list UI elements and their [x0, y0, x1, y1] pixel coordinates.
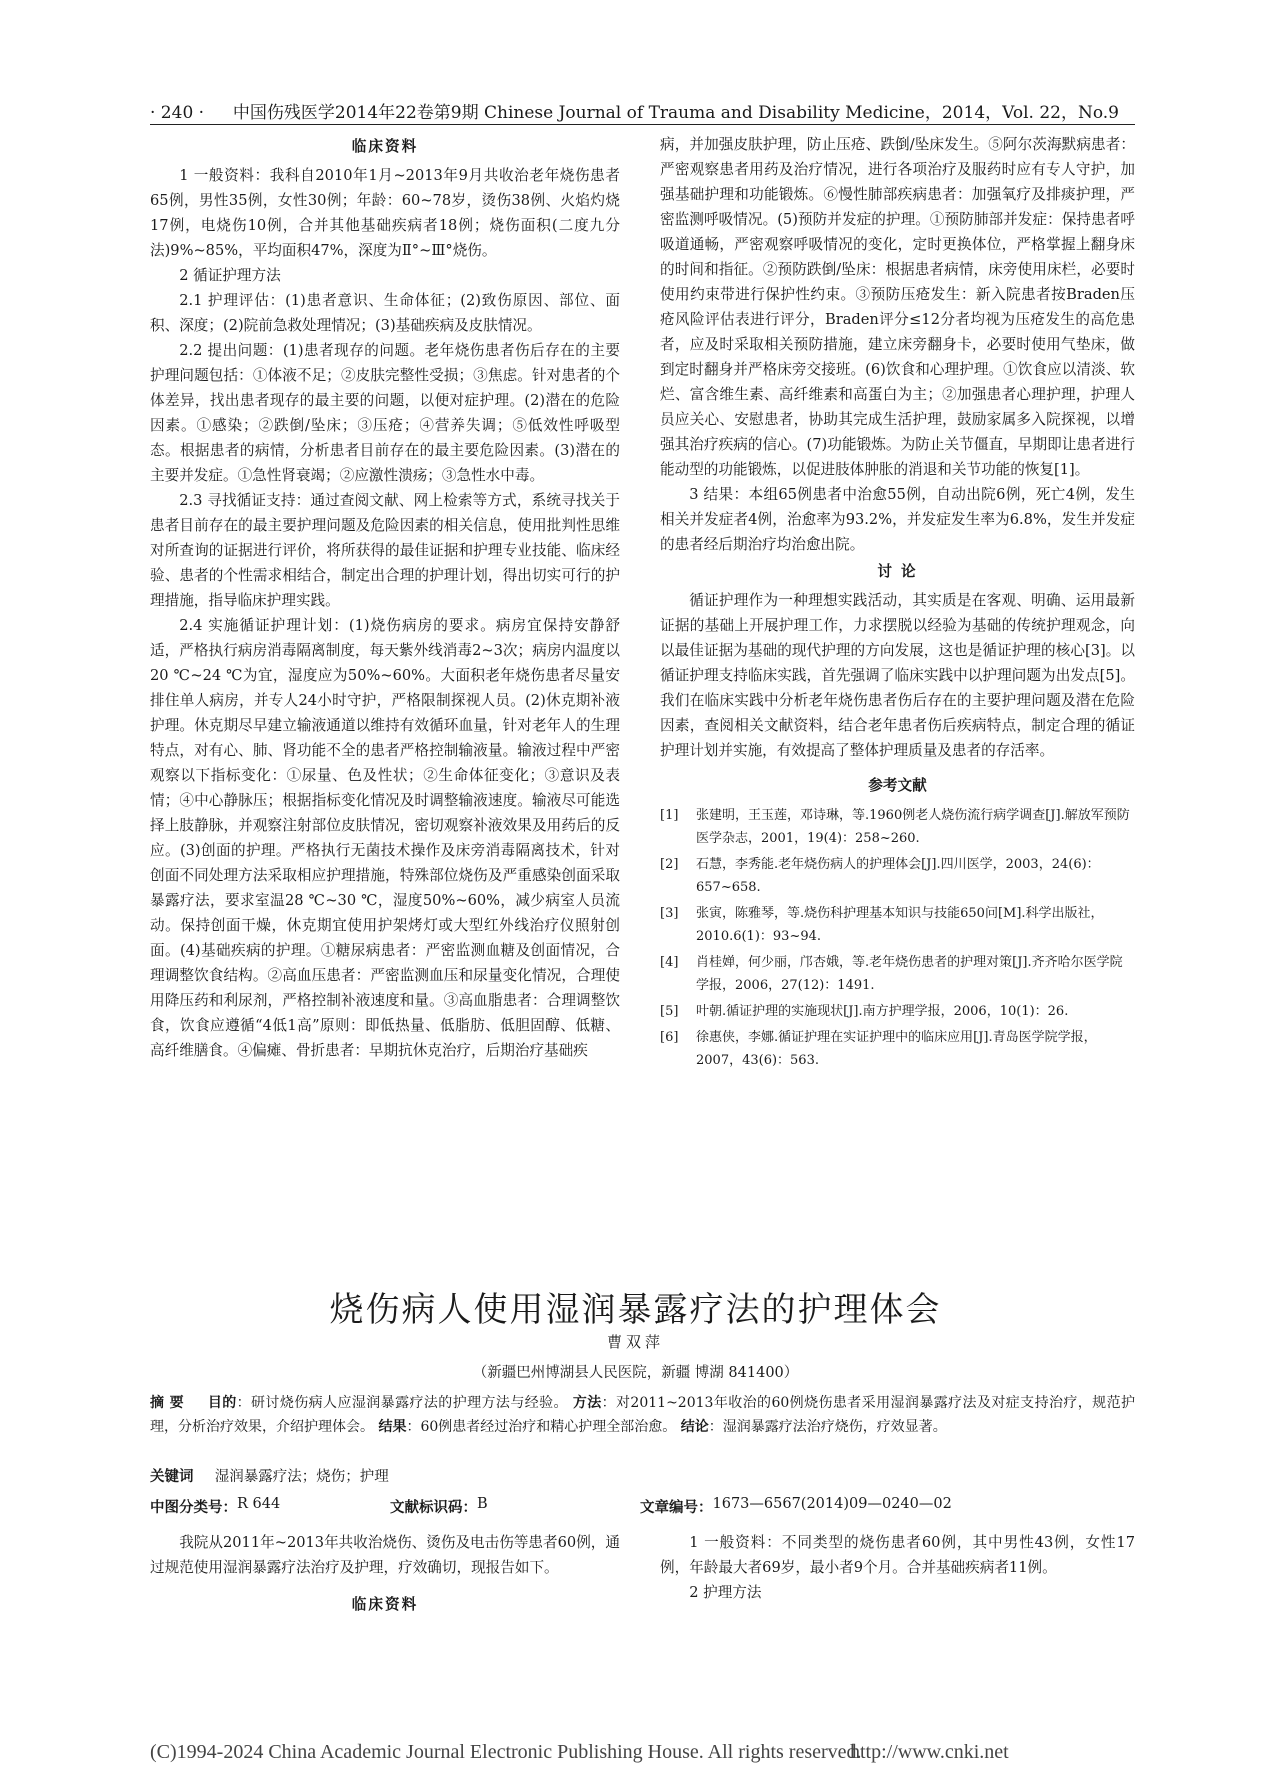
paragraph-continued: 病，并加强皮肤护理，防止压疮、跌倒/坠床发生。⑤阿尔茨海默病患者：严密观察患者用药及治疗情况，进行各项治疗及服药时应有专人守护，加强基础护理和功能锻炼。⑥慢性肺部疾病患者：加强氧疗及排痰护理，严密监测呼吸情况。(5)预防并发症的护理。①预防肺部并发症：保持患者呼吸道通畅，严密观察呼吸情况的变化，定时更换体位，严格掌握上翻身床的时间和指征。②预防跌倒/坠床：根据患者病情，床旁使用床栏，必要时使用约束带进行保护性约束。③预防压疮发生：新入院患者按Braden压疮风险评估表进行评分，Braden评分≤12分者均视为压疮发生的高危患者，应及时采取相关预防措施，建立床旁翻身卡，必要时使用气垫床，做到定时翻身并严格床旁交接班。(6)饮食和心理护理。①饮食应以清淡、软烂、富含维生素、高纤维素和高蛋白为主；②加强患者心理护理，护理人员应关心、安慰患者，协助其完成生活护理，鼓励家属多入院探视，以增强其治疗疾病的信心。(7)功能锻炼。为防止关节僵直，早期即让患者进行能动型的功能锻炼，以促进肢体肿胀的消退和关节功能的恢复[1]。	[660, 136, 1135, 478]
abstract-label: 摘 要	[150, 1395, 185, 1411]
right-column	[660, 132, 1135, 1075]
article-title: 烧伤病人使用湿润暴露疗法的护理体会	[329, 1290, 942, 1330]
left-column	[150, 132, 620, 1063]
heading-methods: 2 循证护理方法	[179, 267, 281, 284]
reference-number: [1]	[660, 808, 679, 823]
page-number: · 240 ·	[150, 103, 205, 123]
keywords-label: 关键词	[150, 1468, 194, 1485]
conclusion-label: 结论	[680, 1419, 709, 1435]
reference-item	[660, 1000, 1135, 1023]
conclusion-text: 湿润暴露疗法治疗烧伤，疗效显著。	[722, 1419, 947, 1435]
paragraph-2-3: 2.3 寻找循证支持：通过查阅文献、网上检索等方式，系统寻找关于患者目前存在的最主要护理问题及危险因素的相关信息，使用批判性思维对所查询的证据进行评价，将所获得的最佳证据和护理专业技能、临床经验、患者的个性需求相结合，制定出合理的护理计划，得出切实可行的护理措施，指导临床护理实践。	[150, 492, 620, 609]
keywords: 湿润暴露疗法；烧伤；护理	[214, 1469, 389, 1485]
clc-label: 中图分类号：	[150, 1499, 237, 1516]
objective-text: 研讨烧伤病人应湿润暴露疗法的护理方法与经验。	[251, 1395, 568, 1411]
article2-section-clinical: 临床资料	[351, 1596, 419, 1613]
reference-number: [2]	[660, 857, 679, 872]
paragraph-general-data: 1 一般资料：我科自2010年1月~2013年9月共收治老年烧伤患者65例，男性35例，女性30例；年龄：60~78岁，烫伤38例、火焰灼烧17例，电烧伤10例，合并其他基础疾病者18例；烧伤面积(二度九分法)9%~85%，平均面积47%，深度为Ⅱ°~Ⅲ°烧伤。	[150, 167, 620, 259]
reference-text: 石慧，李秀能.老年烧伤病人的护理体会[J].四川医学，2003，24(6)：657~658.	[696, 857, 1100, 895]
reference-number: [3]	[660, 906, 679, 921]
article2-heading-methods: 2 护理方法	[689, 1584, 762, 1601]
clc-value: R 644	[237, 1496, 281, 1512]
reference-text: 徐惠侠，李娜.循证护理在实证护理中的临床应用[J].青岛医学院学报，2007，43(6)：563.	[696, 1030, 1097, 1068]
reference-number: [5]	[660, 1004, 679, 1019]
paragraph-2-4: 2.4 实施循证护理计划：(1)烧伤病房的要求。病房宜保持安静舒适，严格执行病房消毒隔离制度，每天紫外线消毒2~3次；病房内温度以20 ℃~24 ℃为宜，湿度应为50%~60%。大面积老年烧伤患者尽量安排住单人病房，并专人24小时守护，严格限制探视人员。(2)休克期补液护理。休克期尽早建立输液通道以维持有效循环血量，针对老年人的生理特点，对有心、肺、肾功能不全的患者严格控制输液量。输液过程中严密观察以下指标变化：①尿量、色及性状；②生命体征变化；③意识及表情；④中心静脉压；根据指标变化情况及时调整输液速度。输液尽可能选择上肢静脉，并观察注射部位皮肤情况，密切观察补液效果及用药后的反应。(3)创面的护理。严格执行无菌技术操作及床旁消毒隔离技术，针对创面不同处理方法采取相应护理措施，特殊部位烧伤及严重感染创面采取暴露疗法，要求室温28 ℃~30 ℃，湿度50%~60%，减少病室人员流动。保持创面干燥，休克期宜使用护架烤灯或大型红外线治疗仪照射创面。(4)基础疾病的护理。①糖尿病患者：严密监测血糖及创面情况，合理调整饮食结构。②高血压患者：严密监测血压和尿量变化情况，合理使用降压药和利尿剂，严格控制补液速度和量。③高血脂患者：合理调整饮食，饮食应遵循“4低1高”原则：即低热量、低脂肪、低胆固醇、低糖、高纤维膳食。④偏瘫、骨折患者：早期抗休克治疗，后期治疗基础疾	[150, 617, 620, 1059]
article-affiliation: （新疆巴州博湖县人民医院，新疆 博湖 841400）	[472, 1365, 799, 1381]
reference-item	[660, 853, 1135, 899]
section-title-discussion: 讨 论	[877, 563, 918, 580]
objective-label: 目的	[207, 1395, 237, 1411]
running-header	[150, 98, 1135, 123]
paragraph-results: 3 结果：本组65例患者中治愈55例，自动出院6例，死亡4例，发生相关并发症者4例，治愈率为93.2%，并发症发生率为6.8%，发生并发症的患者经后期治疗均治愈出院。	[660, 486, 1135, 553]
doc-code-label: 文献标识码：	[390, 1499, 477, 1516]
journal-citation: 中国伤残医学2014年22卷第9期 Chinese Journal of Trauma and Disability Medicine，2014，Vol. 22，No.9	[232, 103, 1119, 123]
reference-number: [4]	[660, 955, 679, 970]
reference-text: 叶朝.循证护理的实施现状[J].南方护理学报，2006，10(1)：26.	[696, 1004, 1069, 1019]
reference-number: [6]	[660, 1030, 679, 1045]
section-title-clinical: 临床资料	[351, 138, 419, 155]
reference-list	[660, 804, 1135, 1072]
reference-item	[660, 951, 1135, 997]
article-author: 曹双萍	[606, 1333, 664, 1351]
keywords-line	[150, 1465, 1135, 1486]
paragraph-2-2: 2.2 提出问题：(1)患者现存的问题。老年烧伤患者伤后存在的主要护理问题包括：①体液不足；②皮肤完整性受损；③焦虑。针对患者的个体差异，找出患者现存的最主要的问题，以便对症护理。(2)潜在的危险因素。①感染；②跌倒/坠床；③压疮；④营养失调；⑤低效性呼吸型态。根据患者的病情，分析患者目前存在的最主要危险因素。(3)潜在的主要并发症。①急性肾衰竭；②应激性溃疡；③急性水中毒。	[150, 342, 620, 484]
article2-right-column	[660, 1530, 1135, 1605]
article-no-label: 文章编号：	[640, 1499, 713, 1516]
paragraph-discussion: 循证护理作为一种理想实践活动，其实质是在客观、明确、运用最新证据的基础上开展护理工作，力求摆脱以经验为基础的传统护理观念，向以最佳证据为基础的现代护理的方向发展，这也是循证护理的核心[3]。以循证护理支持临床实践，首先强调了临床实践中以护理问题为出发点[5]。我们在临床实践中分析老年烧伤患者伤后存在的主要护理问题及潜在危险因素，查阅相关文献资料，结合老年患者伤后疾病特点，制定合理的循证护理计划并实施，有效提高了整体护理质量及患者的存活率。	[660, 592, 1135, 759]
reference-text: 肖桂婵，何少丽，邝杏娥，等.老年烧伤患者的护理对策[J].齐齐哈尔医学院学报，2006，27(12)：1491.	[696, 955, 1123, 993]
article2-intro: 我院从2011年~2013年共收治烧伤、烫伤及电击伤等患者60例，通过规范使用湿润暴露疗法治疗及护理，疗效确切，现报告如下。	[150, 1534, 620, 1576]
article2-general-data: 1 一般资料：不同类型的烧伤患者60例，其中男性43例，女性17例，年龄最大者69岁，最小者9个月。合并基础疾病者11例。	[660, 1534, 1135, 1576]
reference-text: 张建明，王玉莲，邓诗琳，等.1960例老人烧伤流行病学调查[J].解放军预防医学杂志，2001，19(4)：258~260.	[696, 808, 1130, 846]
references-title: 参考文献	[868, 777, 927, 794]
method-label: 方法	[572, 1395, 602, 1411]
abstract: 摘 要 目的：研讨烧伤病人应湿润暴露疗法的护理方法与经验。 方法：对2011~2013年收治的60例烧伤患者采用湿润暴露疗法及对症支持治疗，规范护理，分析治疗效果，介绍护理体会。 结果：60例患者经过治疗和精心护理全部治愈。 结论：湿润暴露疗法治疗烧伤，疗效显著。	[150, 1395, 1135, 1435]
article2-left-column	[150, 1530, 620, 1621]
result-label: 结果	[378, 1419, 407, 1435]
reference-text: 张寅，陈雅琴，等.烧伤科护理基本知识与技能650问[M].科学出版社，2010.6(1)：93~94.	[696, 906, 1104, 944]
method-text: 对2011~2013年收治的60例烧伤患者采用湿润暴露疗法及对症支持治疗，规范护理，分析治疗效果，介绍护理体会。	[150, 1395, 1135, 1435]
reference-item	[660, 1026, 1135, 1072]
reference-item	[660, 804, 1135, 850]
reference-item	[660, 902, 1135, 948]
cnki-url: http://www.cnki.net	[850, 1741, 1009, 1763]
copyright-footer	[150, 1741, 1135, 1764]
copyright-text: (C)1994-2024 China Academic Journal Electronic Publishing House. All rights reserved.	[150, 1741, 862, 1763]
result-text: 60例患者经过治疗和精心护理全部治愈。	[420, 1419, 677, 1435]
article-no-value: 1673—6567(2014)09—0240—02	[712, 1496, 952, 1512]
header-rule	[150, 124, 1135, 125]
paragraph-2-1: 2.1 护理评估：(1)患者意识、生命体征；(2)致伤原因、部位、面积、深度；(2)院前急救处理情况；(3)基础疾病及皮肤情况。	[150, 292, 620, 334]
doc-code-value: B	[477, 1496, 488, 1512]
